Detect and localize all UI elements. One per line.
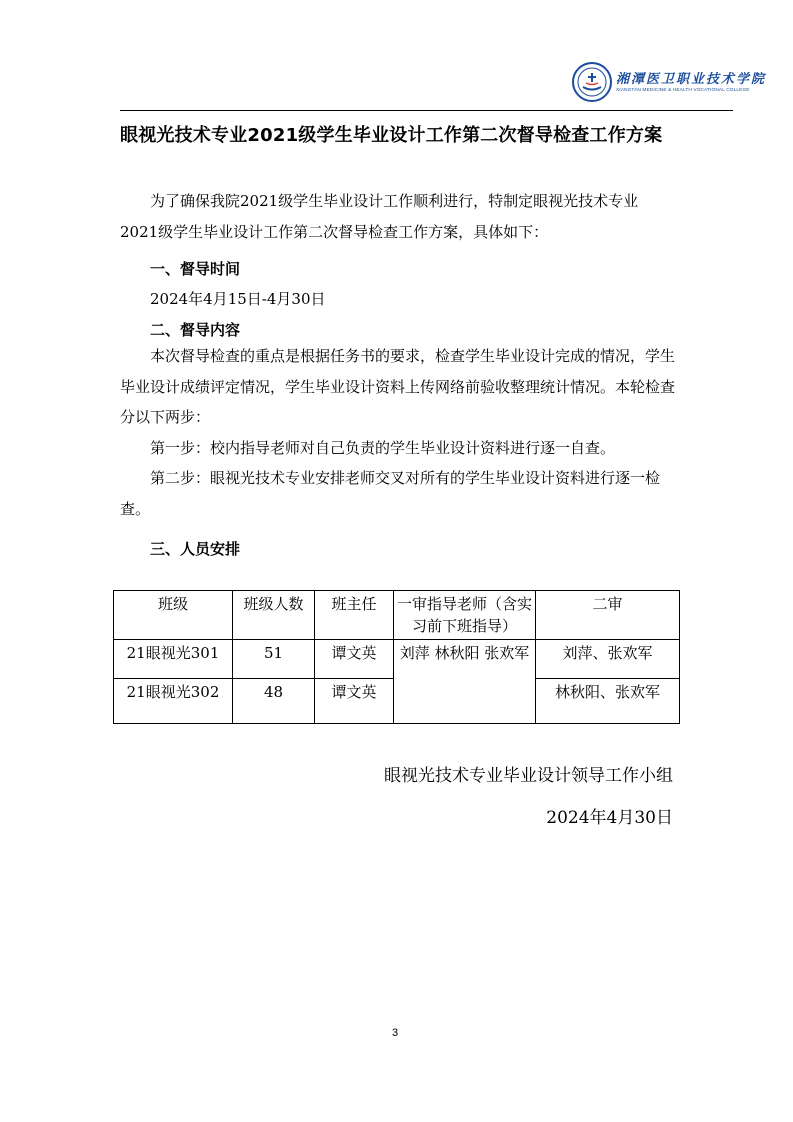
class-cell: 21眼视光301 bbox=[114, 640, 233, 679]
header-cell: 一审指导老师（含实习前下班指导） bbox=[394, 591, 536, 640]
class-cell: 21眼视光302 bbox=[114, 679, 233, 724]
table-header-row bbox=[114, 591, 680, 640]
signature-group: 眼视光技术专业毕业设计领导工作小组 bbox=[384, 766, 673, 786]
count-cell: 48 bbox=[233, 679, 315, 724]
header-cell: 班主任 bbox=[315, 591, 394, 640]
section2-heading: 二、督导内容 bbox=[150, 321, 241, 339]
intro-paragraph: 为了确保我院2021级学生毕业设计工作顺利进行，特制定眼视光技术专业2021级学生毕业设计工作第二次督导检查工作方案，具体如下： bbox=[120, 192, 639, 241]
second-review-cell: 林秋阳、张欢军 bbox=[536, 679, 680, 724]
count-cell: 51 bbox=[233, 640, 315, 679]
logo-chinese-name: 湘潭医卫职业技术学院 bbox=[616, 72, 767, 87]
section3-heading: 三、人员安排 bbox=[150, 540, 241, 558]
head-teacher-cell: 谭文英 bbox=[315, 679, 394, 724]
header-cell: 班级 bbox=[114, 591, 233, 640]
step-two: 第二步：眼视光技术专业安排老师交叉对所有的学生毕业设计资料进行逐一检查。 bbox=[120, 469, 661, 518]
section1-heading: 一、督导时间 bbox=[150, 260, 241, 278]
supervision-content-paragraph: 本次督导检查的重点是根据任务书的要求，检查学生毕业设计完成的情况，学生毕业设计成绩评定情况，学生毕业设计资料上传网络前验收整理统计情况。本轮检查分以下两步： bbox=[120, 347, 676, 426]
header-divider bbox=[120, 110, 733, 111]
table-row bbox=[114, 640, 680, 679]
supervision-period: 2024年4月15日-4月30日 bbox=[150, 290, 326, 308]
college-logo bbox=[572, 62, 767, 108]
document-title: 眼视光技术专业2021级学生毕业设计工作第二次督导检查工作方案 bbox=[120, 125, 663, 146]
step-one: 第一步：校内指导老师对自己负责的学生毕业设计资料进行逐一自查。 bbox=[150, 439, 616, 457]
first-review-cell: 刘萍 林秋阳 张欢军 bbox=[394, 640, 536, 724]
signature-date: 2024年4月30日 bbox=[546, 808, 673, 828]
head-teacher-cell: 谭文英 bbox=[315, 640, 394, 679]
page-number: 3 bbox=[392, 1027, 399, 1039]
header-cell: 二审 bbox=[536, 591, 680, 640]
second-review-cell: 刘萍、张欢军 bbox=[536, 640, 680, 679]
college-seal-icon bbox=[572, 62, 612, 102]
staff-arrangement-table bbox=[113, 590, 680, 724]
header-cell: 班级人数 bbox=[233, 591, 315, 640]
logo-english-name: XIANGTAN MEDICINE & HEALTH VOCATIONAL COLLEGE bbox=[616, 88, 750, 93]
